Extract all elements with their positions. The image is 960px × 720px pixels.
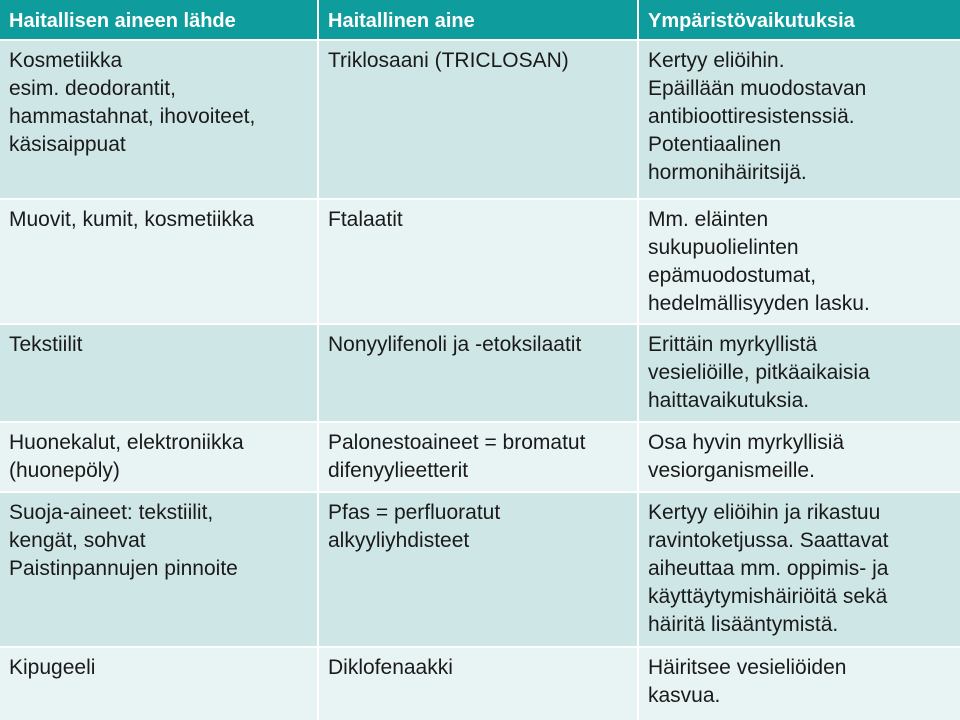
cell-effects: Häiritsee vesieliöiden kasvua. — [648, 656, 847, 707]
cell-effects: Erittäin myrkyllistä vesieliöille, pitkäaikaisia haittavaikutuksia. — [648, 333, 870, 412]
cell-substance: Ftalaatit — [328, 208, 403, 231]
table-row — [0, 41, 960, 198]
cell-effects: Osa hyvin myrkyllisiä vesiorganismeille. — [648, 431, 845, 482]
cell-source: Kosmetiikka esim. deodorantit, hammastahnat, ihovoiteet, käsisaippuat — [9, 49, 256, 156]
cell-effects: Mm. eläinten sukupuolielinten epämuodostumat, hedelmällisyyden lasku. — [648, 208, 870, 315]
cell-source: Kipugeeli — [9, 656, 96, 679]
cell-substance: Nonyylifenoli ja -etoksilaatit — [328, 333, 582, 356]
cell-substance: Triklosaani (TRICLOSAN) — [328, 49, 569, 72]
row-divider — [0, 323, 960, 325]
table-row — [0, 493, 960, 646]
column-divider — [637, 0, 639, 720]
row-divider — [0, 491, 960, 493]
row-divider — [0, 646, 960, 648]
table-row — [0, 648, 960, 720]
cell-source: Tekstiilit — [9, 333, 83, 356]
table-row — [0, 200, 960, 323]
cell-source: Suoja-aineet: tekstiilit, kengät, sohvat Paistinpannujen pinnoite — [9, 501, 238, 580]
cell-effects: Kertyy eliöihin. Epäillään muodostavan antibioottiresistenssiä. Potentiaalinen hormonihäiritsijä. — [648, 49, 867, 184]
cell-substance: Diklofenaakki — [328, 656, 453, 679]
cell-source: Muovit, kumit, kosmetiikka — [9, 208, 255, 231]
header-effects: Ympäristövaikutuksia — [648, 10, 855, 32]
table-row — [0, 423, 960, 491]
cell-source: Huonekalut, elektroniikka (huonepöly) — [9, 431, 244, 482]
header-substance: Haitallinen aine — [328, 10, 475, 32]
cell-substance: Pfas = perfluoratut alkyyliyhdisteet — [328, 501, 501, 552]
cell-effects: Kertyy eliöihin ja rikastuu ravintoketjussa. Saattavat aiheuttaa mm. oppimis- ja käyttäytymishäiriöitä sekä häiritä lisääntymistä. — [648, 501, 889, 636]
table-row — [0, 325, 960, 421]
table-header-row — [0, 0, 960, 39]
row-divider — [0, 198, 960, 200]
header-source: Haitallisen aineen lähde — [9, 10, 236, 32]
row-divider — [0, 39, 960, 41]
row-divider — [0, 421, 960, 423]
cell-substance: Palonestoaineet = bromatut difenyylieetterit — [328, 431, 586, 482]
column-divider — [317, 0, 319, 720]
